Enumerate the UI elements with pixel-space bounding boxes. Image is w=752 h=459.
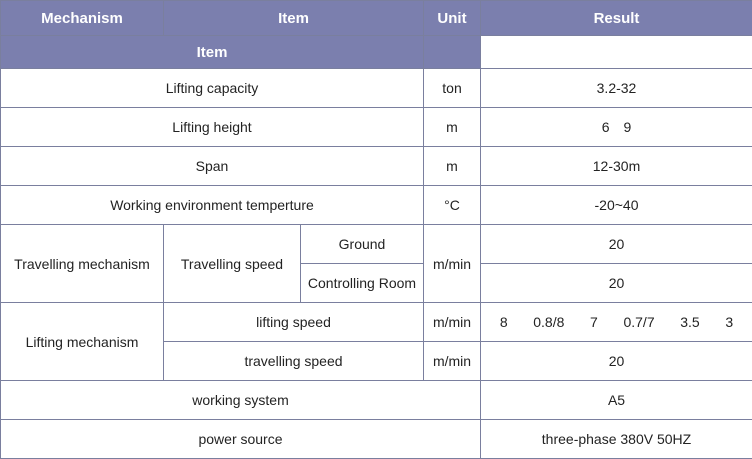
header-unit: Unit [424, 1, 481, 36]
unit-travelling-speed: m/min [424, 225, 481, 303]
lifting-speed-value-2: 0.8/8 [533, 314, 565, 330]
item-travelling-speed: Travelling speed [164, 225, 301, 303]
row-label-lifting-height: Lifting height [1, 108, 424, 147]
table-row [1, 225, 752, 264]
result-lifting-travelling-speed: 20 [481, 342, 752, 381]
lifting-speed-value-6: 3 [725, 314, 734, 330]
row-result-working-environment-temperature: -20~40 [481, 186, 752, 225]
item-lifting-speed: lifting speed [164, 303, 424, 342]
unit-lifting-speed: m/min [424, 303, 481, 342]
header-result: Result [481, 1, 752, 36]
row-label-lifting-capacity: Lifting capacity [1, 69, 424, 108]
item-lifting-travelling-speed: travelling speed [164, 342, 424, 381]
table-row [1, 108, 752, 147]
subheader-item-label: Item [1, 36, 424, 69]
table-row [1, 69, 752, 108]
lifting-height-value-2: 9 [623, 119, 632, 135]
lifting-speed-value-5: 3.5 [680, 314, 700, 330]
table-row [1, 186, 752, 225]
table-row [1, 381, 752, 420]
table-subheader-row [1, 36, 752, 69]
lifting-speed-value-1: 8 [499, 314, 508, 330]
lifting-height-value-1: 6 [601, 119, 610, 135]
lifting-speed-value-3: 7 [590, 314, 598, 330]
lifting-speed-value-4: 0.7/7 [623, 314, 655, 330]
row-label-working-environment-temperature: Working environment temperture [1, 186, 424, 225]
row-unit-lifting-capacity: ton [424, 69, 481, 108]
table-header-row [1, 1, 752, 36]
row-unit-working-environment-temperature: °C [424, 186, 481, 225]
row-result-lifting-capacity: 3.2-32 [481, 69, 752, 108]
mechanism-lifting: Lifting mechanism [1, 303, 164, 381]
row-result-span: 12-30m [481, 147, 752, 186]
subitem-ground: Ground [301, 225, 424, 264]
header-item: Item [164, 1, 424, 36]
row-unit-span: m [424, 147, 481, 186]
unit-lifting-travelling-speed: m/min [424, 342, 481, 381]
mechanism-travelling: Travelling mechanism [1, 225, 164, 303]
result-travelling-ground: 20 [481, 225, 752, 264]
result-lifting-speed [481, 303, 752, 342]
table-row [1, 147, 752, 186]
row-label-power-source: power source [1, 420, 481, 459]
header-mechanism: Mechanism [1, 1, 164, 36]
subitem-controlling-room: Controlling Room [301, 264, 424, 303]
subheader-unit-blank [424, 36, 481, 69]
row-result-power-source: three-phase 380V 50HZ [481, 420, 752, 459]
row-label-span: Span [1, 147, 424, 186]
table-row [1, 303, 752, 342]
subheader-result-blank [481, 36, 752, 69]
row-result-lifting-height [481, 108, 752, 147]
row-result-working-system: A5 [481, 381, 752, 420]
table-row [1, 420, 752, 459]
result-travelling-controlling-room: 20 [481, 264, 752, 303]
row-label-working-system: working system [1, 381, 481, 420]
row-unit-lifting-height: m [424, 108, 481, 147]
